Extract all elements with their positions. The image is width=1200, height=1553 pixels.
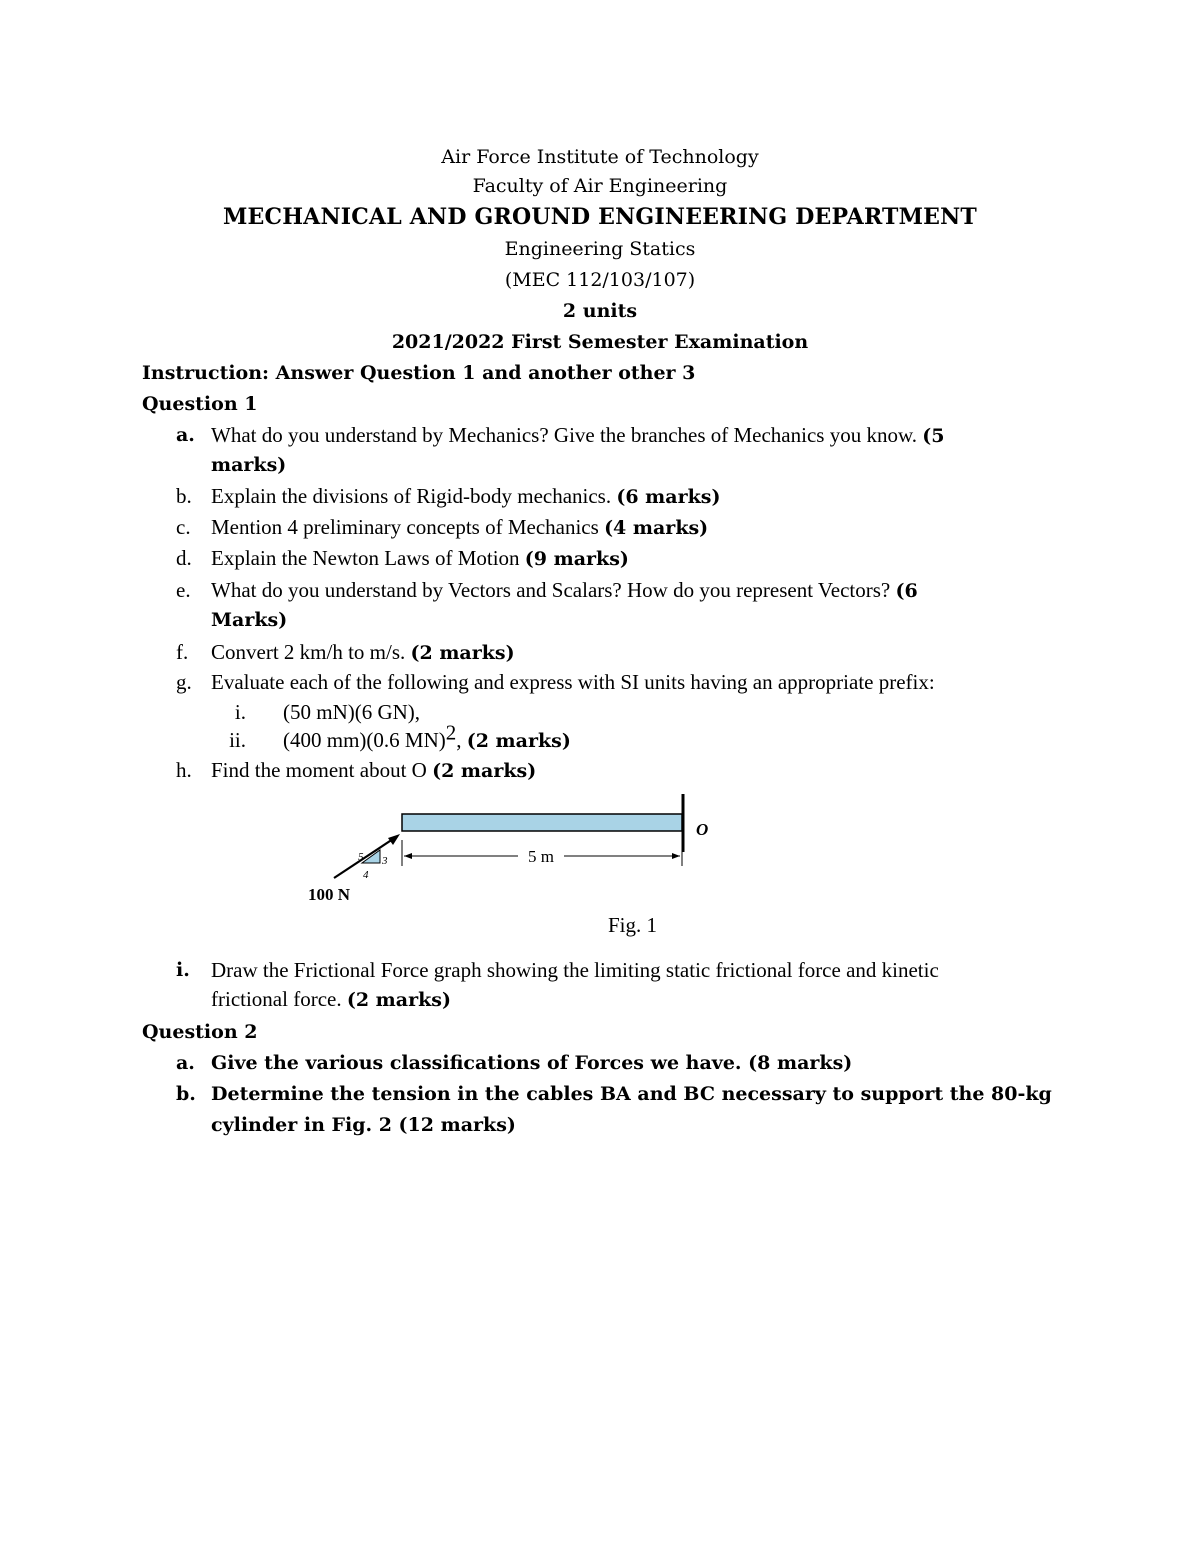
item-marks: (5: [922, 425, 945, 447]
item-marks: (2 marks): [346, 989, 451, 1011]
point-o-label: O: [696, 820, 709, 839]
sub-item-text-post: ,: [456, 728, 467, 752]
dimension-arrow-right: [672, 853, 680, 859]
item-label: e.: [176, 578, 191, 602]
item-text: Draw the Frictional Force graph showing the limiting static frictional force and kinetic: [211, 958, 939, 982]
question-1-title: Question 1: [142, 393, 258, 415]
item-label: h.: [176, 758, 192, 782]
item-label: a.: [176, 424, 195, 446]
item-label: b.: [176, 484, 192, 508]
beam: [402, 814, 682, 831]
item-marks: (2 marks): [432, 760, 537, 782]
item-label: d.: [176, 546, 192, 570]
item-text: What do you understand by Vectors and Scalars? How do you represent Vectors?: [211, 578, 896, 602]
department-name: MECHANICAL AND GROUND ENGINEERING DEPARTMENT: [222, 204, 978, 230]
item-text-cont: frictional force.: [211, 987, 347, 1011]
question-1e-marks-cont: Marks): [211, 609, 288, 631]
item-text: Find the moment about O: [211, 758, 433, 782]
item-marks: (4 marks): [604, 517, 709, 539]
force-label: 100 N: [308, 885, 351, 904]
item-text: Explain the divisions of Rigid-body mechanics.: [211, 484, 617, 508]
item-text: Explain the Newton Laws of Motion: [211, 546, 525, 570]
item-label: a.: [176, 1052, 195, 1074]
item-marks: (2 marks): [466, 730, 571, 752]
item-text: Mention 4 preliminary concepts of Mechanics: [211, 515, 605, 539]
item-text: Give the various classifications of Forces we have. (8 marks): [211, 1052, 853, 1074]
force-arrowhead: [388, 834, 400, 845]
length-label: 5 m: [528, 847, 554, 866]
instruction: Instruction: Answer Question 1 and another other 3: [142, 362, 696, 384]
figure-1-caption: Fig. 1: [608, 913, 658, 937]
question-1a-marks-cont: marks): [211, 454, 287, 476]
figure-1-diagram: [300, 790, 720, 910]
item-text: Evaluate each of the following and express with SI units having an appropriate prefix:: [211, 670, 935, 694]
sub-item-label: i.: [234, 700, 246, 724]
item-text: Determine the tension in the cables BA and BC necessary to support the 80-kg: [211, 1083, 1052, 1105]
question-2-title: Question 2: [142, 1021, 258, 1043]
item-label: b.: [176, 1083, 196, 1105]
item-marks: (6 marks): [616, 486, 721, 508]
item-label: c.: [176, 515, 191, 539]
slope-run-label: 4: [363, 869, 369, 881]
faculty-name: Faculty of Air Engineering: [472, 175, 728, 197]
item-text: What do you understand by Mechanics? Give the branches of Mechanics you know.: [211, 423, 923, 447]
sub-item-label: ii.: [229, 728, 246, 752]
superscript: 2: [445, 720, 457, 745]
question-1i-cont: [211, 987, 451, 1012]
item-label: f.: [176, 640, 189, 664]
slope-hyp-label: 5: [358, 851, 364, 863]
course-title: Engineering Statics: [504, 238, 696, 260]
course-code: (MEC 112/103/107): [504, 269, 696, 291]
item-marks: (2 marks): [410, 642, 515, 664]
sub-item-text: (400 mm)(0.6 MN): [283, 728, 446, 752]
item-marks: (9 marks): [524, 548, 629, 570]
exam-title: 2021/2022 First Semester Examination: [391, 331, 809, 353]
question-2b-cont: cylinder in Fig. 2 (12 marks): [211, 1114, 516, 1136]
institute-name: Air Force Institute of Technology: [441, 146, 759, 168]
sub-item-text: (50 mN)(6 GN),: [283, 700, 421, 724]
item-text: Convert 2 km/h to m/s.: [211, 640, 411, 664]
item-label: i.: [176, 959, 190, 981]
item-marks: (6: [895, 580, 918, 602]
course-units: 2 units: [562, 300, 638, 322]
dimension-arrow-left: [404, 853, 412, 859]
item-label: g.: [176, 670, 192, 694]
slope-rise-label: 3: [382, 855, 388, 867]
